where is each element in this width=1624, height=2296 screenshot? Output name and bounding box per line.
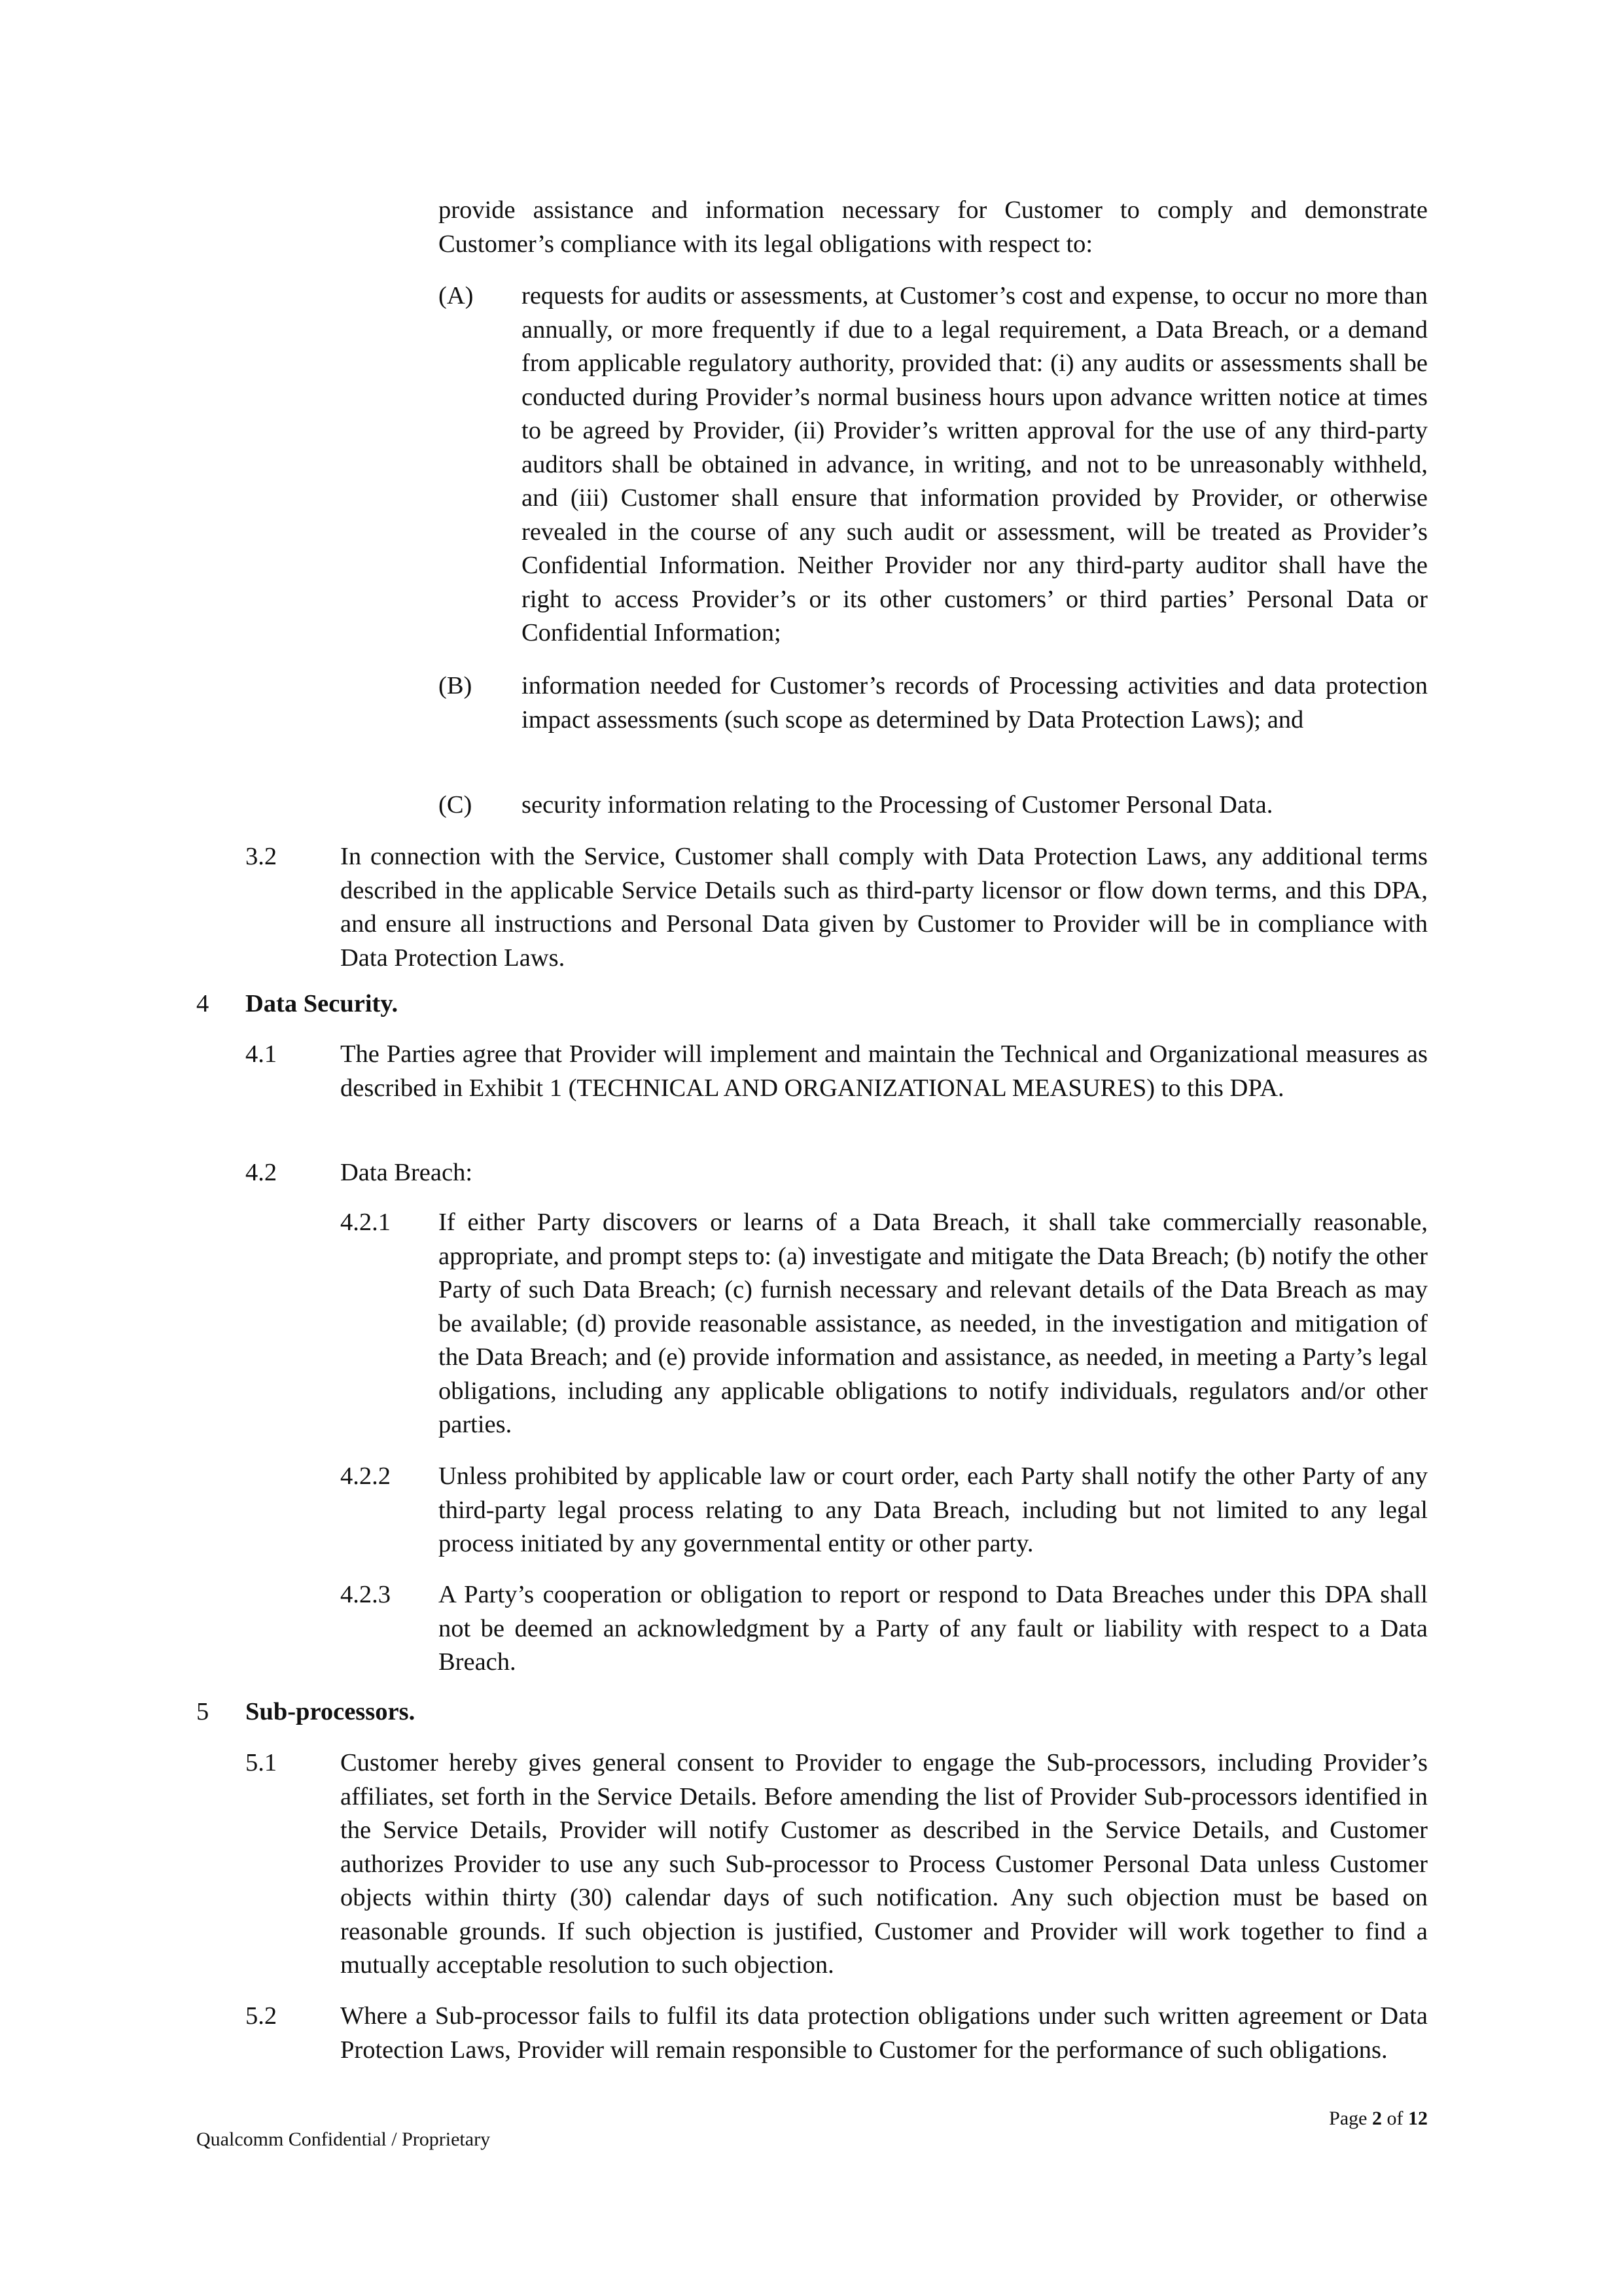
clause-5-2-number: 5.2 (245, 2002, 277, 2030)
clause-4-2-2-number: 4.2.2 (340, 1462, 391, 1490)
section-5-number: 5 (196, 1698, 209, 1725)
item-b-label: (B) (438, 672, 472, 699)
section-4-number: 4 (196, 990, 209, 1017)
clause-5-2-text: Where a Sub-processor fails to fulfil its data protection obligations under such written agreement or Data Protection Laws, Provider will remain responsible to Customer for the performance of such obligations. (340, 2002, 1428, 2064)
clause-4-2-number: 4.2 (245, 1159, 277, 1186)
page-current: 2 (1372, 2108, 1382, 2129)
page-of: of (1386, 2108, 1403, 2129)
clause-4-2-text: Data Breach: (340, 1159, 473, 1186)
clause-5-1-text: Customer hereby gives general consent to Provider to engage the Sub-processors, including Provider’s affiliates, set forth in the Service Details. Before amending the list of Provider Sub-processors identified in the Service Details, Provider will notify Customer as described in the Service Details, and Customer authorizes Provider to use any such Sub-processor to Process Customer Personal Data unless Customer objects within thirty (30) calendar days of such notification. Any such objection must be based on reasonable grounds. If such objection is justified, Customer and Provider will work together to find a mutually acceptable resolution to such objection. (340, 1749, 1428, 1979)
item-a-label: (A) (438, 282, 474, 309)
item-c-text: security information relating to the Processing of Customer Personal Data. (521, 791, 1273, 819)
page-total: 12 (1408, 2108, 1428, 2129)
item-c-label: (C) (438, 791, 472, 819)
page-prefix: Page (1329, 2108, 1368, 2129)
clause-4-2-2-text: Unless prohibited by applicable law or court order, each Party shall notify the other Party of any third-party legal process relating to any Data Breach, including but not limited to any legal process initiated by any governmental entity or other party. (438, 1462, 1428, 1557)
clause-4-2-3-text: A Party’s cooperation or obligation to report or respond to Data Breaches under this DPA shall not be deemed an acknowledgment by a Party of any fault or liability with respect to a Data Breach. (438, 1581, 1428, 1676)
clause-3-2-number: 3.2 (245, 843, 277, 870)
clause-3-2-text: In connection with the Service, Customer shall comply with Data Protection Laws, any additional terms described in the applicable Service Details such as third-party licensor or flow down terms, and this DPA, and ensure all instructions and Personal Data given by Customer to Provider will be in compliance with Data Protection Laws. (340, 843, 1428, 972)
section-4-title: Data Security. (245, 990, 398, 1017)
clause-4-2-3-number: 4.2.3 (340, 1581, 391, 1608)
clause-4-2-1-text: If either Party discovers or learns of a Data Breach, it shall take commercially reasonable, appropriate, and prompt steps to: (a) investigate and mitigate the Data Breach; (b) notify the other Party of such Data Breach; (c) furnish necessary and relevant details of the Data Breach as may be available; (d) provide reasonable assistance, as needed, in the investigation and mitigation of the Data Breach; and (e) provide information and assistance, as needed, in meeting a Party’s legal obligations, including any applicable obligations to notify individuals, regulators and/or other parties. (438, 1209, 1428, 1438)
page-number (1329, 2106, 1428, 2132)
clause-4-1-text: The Parties agree that Provider will implement and maintain the Technical and Organizational measures as described in Exhibit 1 (TECHNICAL AND ORGANIZATIONAL MEASURES) to this DPA. (340, 1040, 1428, 1102)
confidential-notice: Qualcomm Confidential / Proprietary (196, 2128, 491, 2150)
clause-4-2-1-number: 4.2.1 (340, 1209, 391, 1236)
item-b-text: information needed for Customer’s records of Processing activities and data protection impact assessments (such scope as determined by Data Protection Laws); and (521, 672, 1428, 733)
item-a-text: requests for audits or assessments, at Customer’s cost and expense, to occur no more than annually, or more frequently if due to a legal requirement, a Data Breach, or a demand from applicable regulatory authority, provided that: (i) any audits or assessments shall be conducted during Provider’s normal business hours upon advance written notice at times to be agreed by Provider, (ii) Provider’s written approval for the use of any third-party auditors shall be obtained in advance, in writing, and not to be unreasonably withheld, and (iii) Customer shall ensure that information provided by Provider, or otherwise revealed in the course of any such audit or assessment, will be treated as Provider’s Confidential Information. Neither Provider nor any third-party auditor shall have the right to access Provider’s or its other customers’ or third parties’ Personal Data or Confidential Information; (521, 282, 1428, 646)
clause-5-1-number: 5.1 (245, 1749, 277, 1776)
section-5-title: Sub-processors. (245, 1698, 415, 1725)
intro-paragraph: provide assistance and information necessary for Customer to comply and demonstrate Customer’s compliance with its legal obligations with respect to: (438, 196, 1428, 258)
clause-4-1-number: 4.1 (245, 1040, 277, 1068)
